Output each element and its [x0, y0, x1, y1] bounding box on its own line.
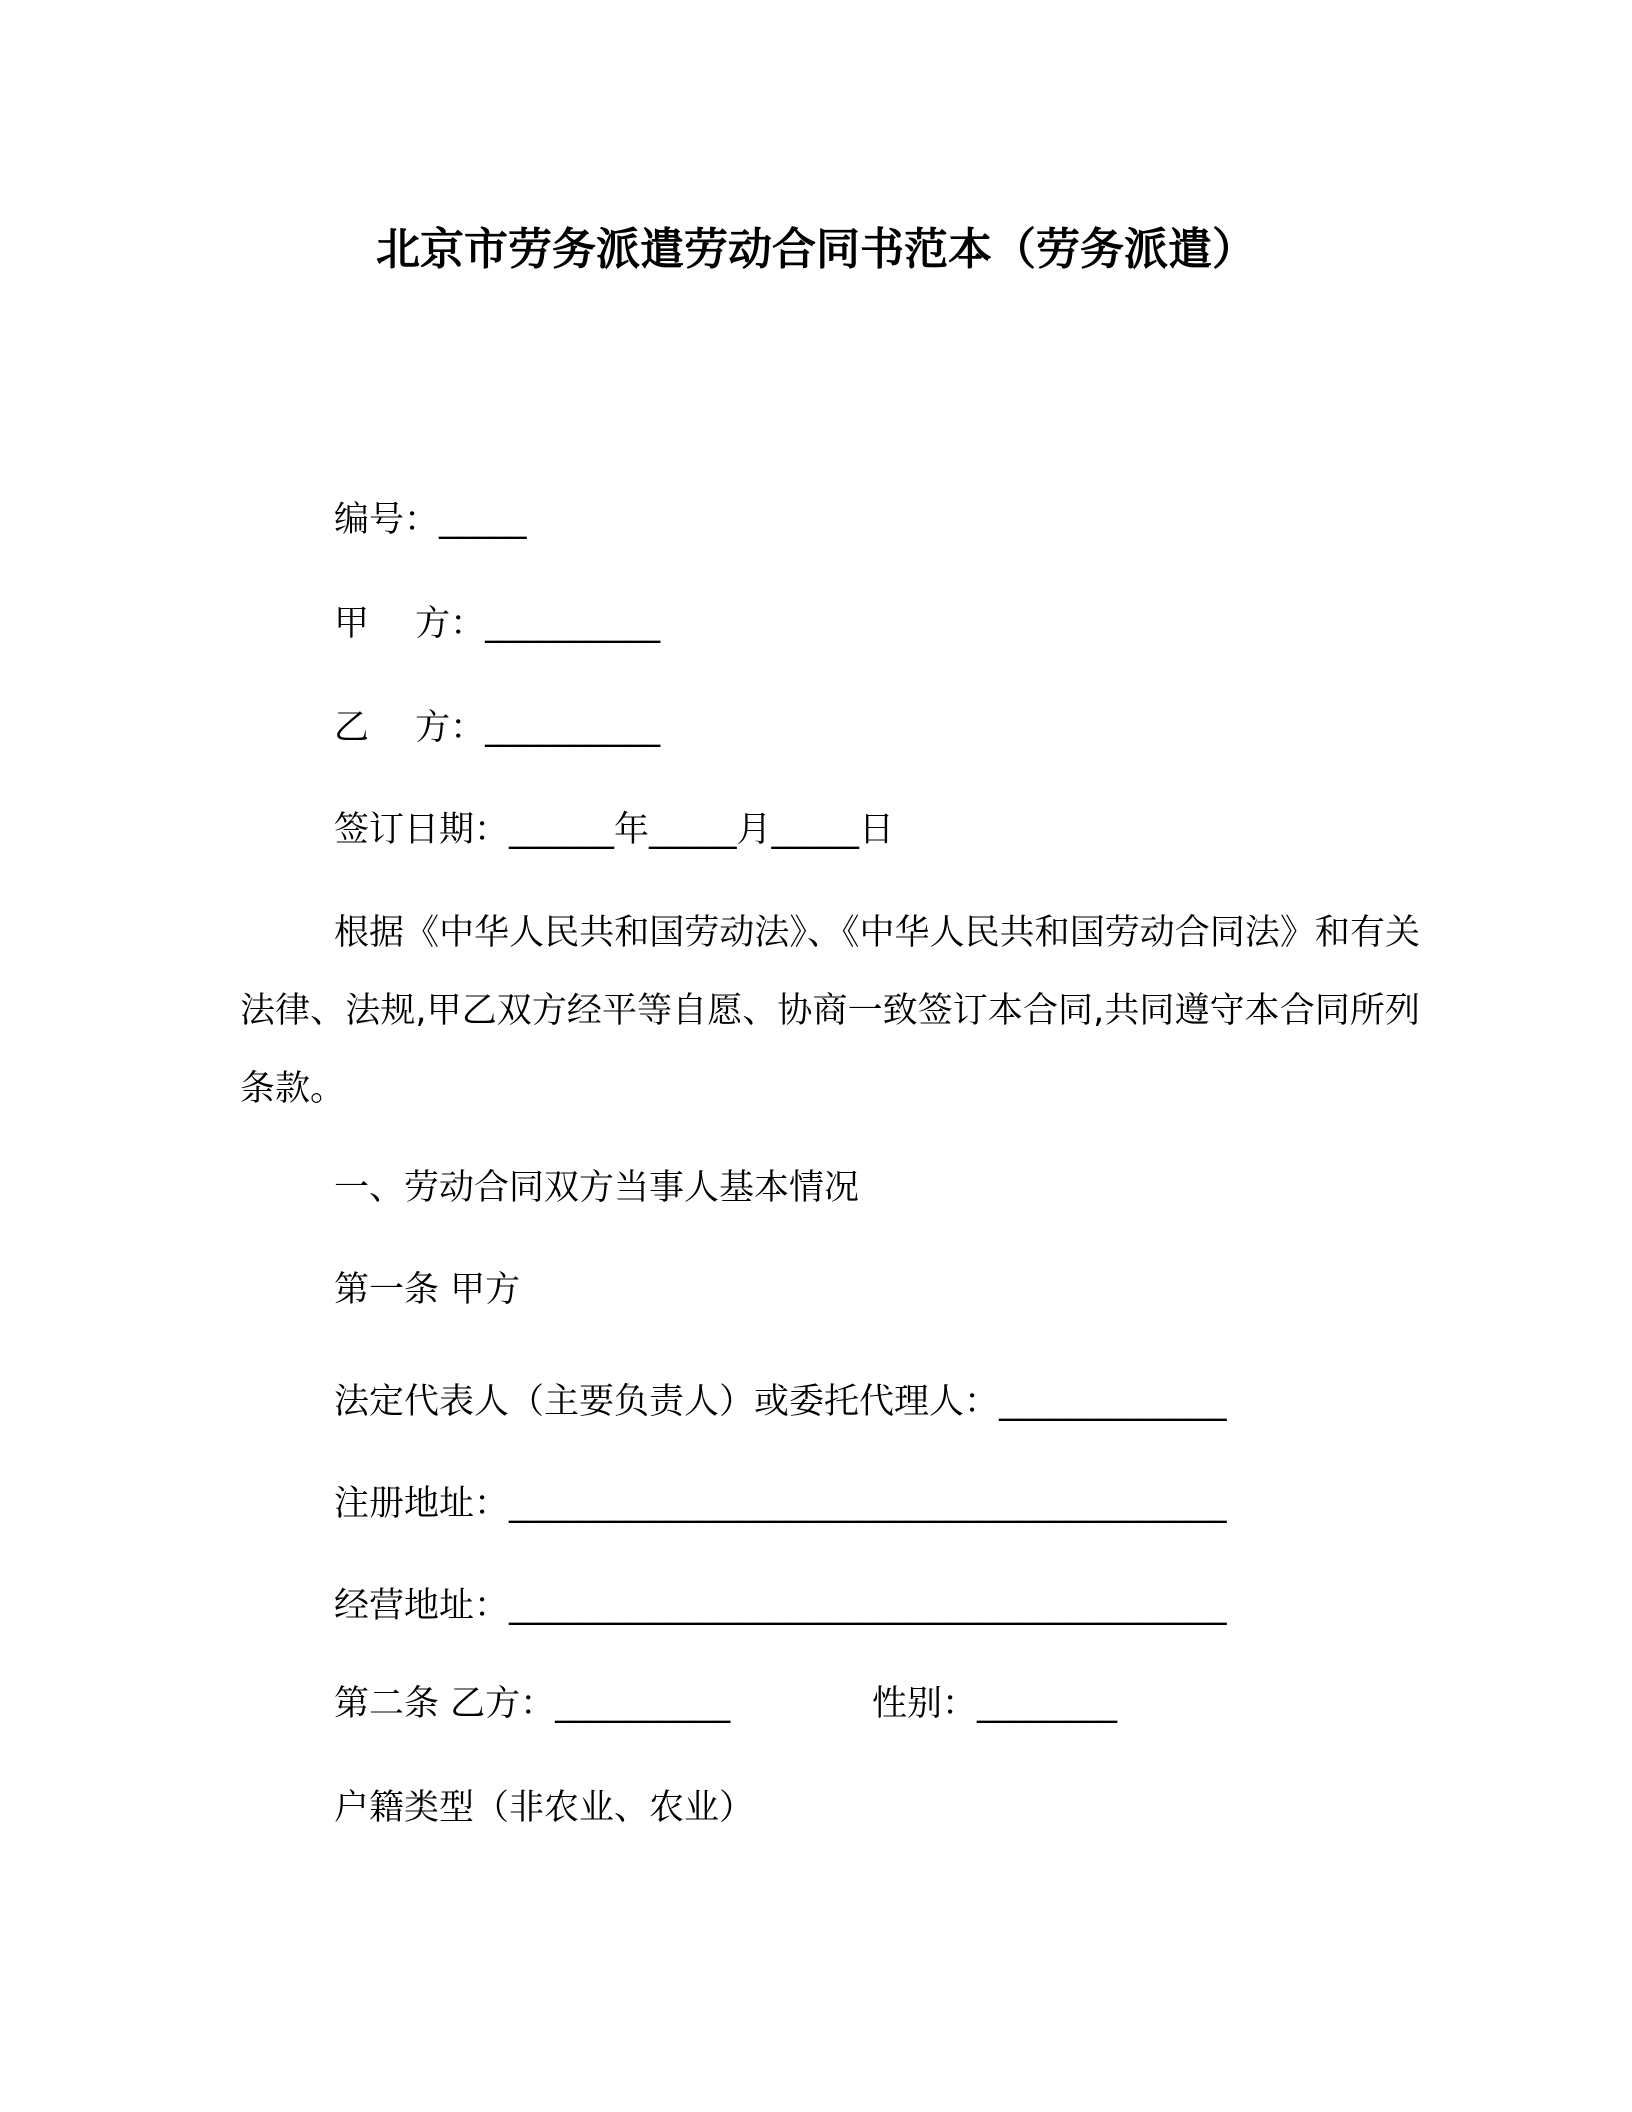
article-2-party-b-field: 第二条 乙方：__________	[334, 1684, 731, 1724]
preamble-paragraph: 根据《中华人民共和国劳动法》、《中华人民共和国劳动合同法》和有关法律、法规,甲乙双方经平等自愿、协商一致签订本合同,共同遵守本合同所列条款。	[240, 913, 1420, 1109]
document-title: 北京市劳务派遣劳动合同书范本（劳务派遣）	[376, 224, 1256, 275]
gender-field: 性别：________	[872, 1684, 1118, 1724]
party-b-field: 乙 方：__________	[334, 708, 661, 748]
legal-representative-field: 法定代表人（主要负责人）或委托代理人：_____________	[334, 1382, 1227, 1422]
sign-date-field: 签订日期：______年_____月_____日	[334, 810, 895, 850]
registered-address-field: 注册地址：_________________________________________	[334, 1484, 1227, 1524]
contract-number-field: 编号：_____	[334, 500, 527, 540]
article-1-heading: 第一条 甲方	[334, 1270, 521, 1310]
household-type-field: 户籍类型（非农业、农业）	[334, 1788, 755, 1828]
business-address-field: 经营地址：_________________________________________	[334, 1586, 1227, 1626]
section-1-heading: 一、劳动合同双方当事人基本情况	[334, 1168, 860, 1208]
party-a-field: 甲 方：__________	[334, 604, 661, 644]
